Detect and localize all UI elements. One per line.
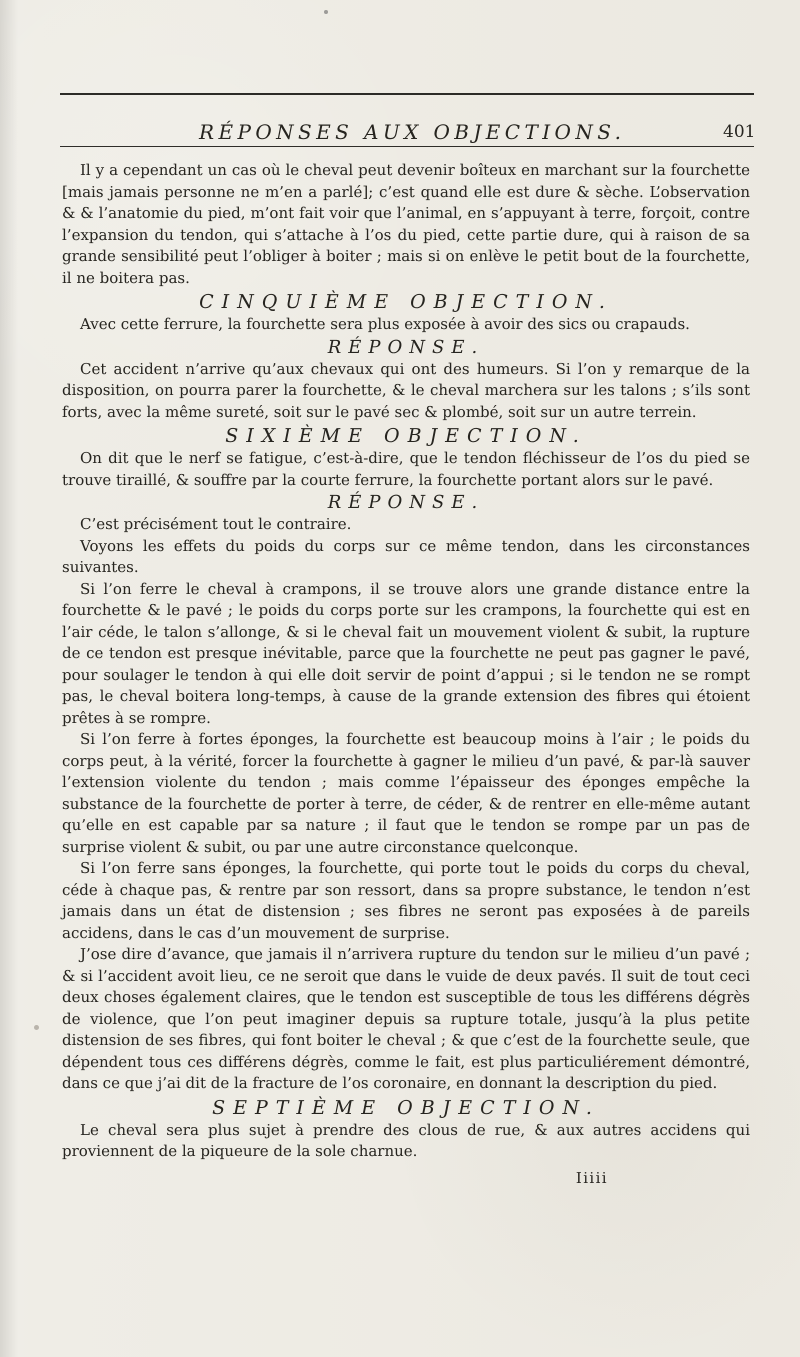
running-title: RÉPONSES AUX OBJECTIONS. [199, 120, 626, 144]
paragraph: On dit que le nerf se fatigue, c’est-à-dire, que le tendon fléchisseur de l’os du pied se trouve tiraillé, & souffre par la courte ferrure, la fourchette portant alors sur le pavé. [62, 449, 750, 489]
paragraph: Avec cette ferrure, la fourchette sera plus exposée à avoir des sics ou crapauds. [80, 315, 690, 333]
paragraph: Si l’on ferre le cheval à crampons, il se trouve alors une grande distance entre la fourchette & le pavé ; le poids du corps porte sur les crampons, la fourchette qui est en l’air céde, le talon s’allonge, & si le cheval fait un mouvement violent & subit, la rupture de ce tendon est presque inévitable, parce que la fourchette ne peut pas gagner le pavé, pour soulager le tendon à qui elle doit servir de point d’appui ; si le tendon ne se rompt pas, le cheval boitera long-temps, à cause de la grande extension des fibres qui étoient prêtes à se rompre. [62, 579, 750, 727]
paper-mark [34, 1025, 39, 1030]
header-top-rule [60, 93, 754, 95]
paragraph: Il y a cependant un cas où le cheval peut devenir boîteux en marchant sur la fourchette [mais jamais personne ne m’en a parlé]; c’est quand elle est dure & sèche. L’observation & & l’anatomie du pied, m’ont fait voir que l’animal, en s’appuyant à terre, forçoit, contre l’expansion du tendon, qui s’attache à l’os du pied, cette partie dure, qui à raison de sa grande sensibilité peut l’obliger à boiter ; mais si on enlève le petit bout de la fourchette, il ne boitera pas. [62, 161, 750, 287]
paragraph: Le cheval sera plus sujet à prendre des clous de rue, & aux autres accidens qui proviennent de la piqueure de la sole charnue. [62, 1120, 750, 1160]
paragraph: C’est précisément tout le contraire. [80, 515, 352, 533]
paper-speck [324, 10, 328, 14]
paragraph: J’ose dire d’avance, que jamais il n’arrivera rupture du tendon sur le milieu d’un pavé ; & si l’accident avoit lieu, ce ne seroit que dans le vuide de deux pavés. Il suit de tout ceci deux choses également claires, que le tendon est susceptible de tous les différens dégrès de violence, que l’on peut imaginer depuis sa rupture totale, jusqu’à la plus petite distension de ses fibres, qui font boiter le cheval ; & que c’est de la fourchette seule, que dépendent tous ces différens dégrès, comme le fait, est plus particuliérement démontré, dans ce que j’ai dit de la fracture de l’os coronaire, en donnant la description du pied. [62, 945, 750, 1092]
header-bottom-rule [60, 146, 754, 147]
page-number: 401 [723, 122, 756, 142]
section-heading: SIXIÈME OBJECTION. [225, 425, 587, 447]
response-heading: RÉPONSE. [327, 336, 485, 358]
signature-mark: Iiiii [575, 1168, 608, 1187]
paragraph: Cet accident n’arrive qu’aux chevaux qui ont des humeurs. Si l’on y remarque de la disposition, on pourra parer la fourchette, & le cheval marchera sur les talons ; s’ils sont forts, avec la même sureté, soit sur le pavé sec & plombé, soit sur un autre terrein. [62, 359, 750, 421]
section-heading: CINQUIÈME OBJECTION. [199, 291, 613, 313]
paragraph: Si l’on ferre à fortes éponges, la fourchette est beaucoup moins à l’air ; le poids du corps peut, à la vérité, forcer la fourchette à gagner le milieu d’un pavé, & par-là sauver l’extension violente du tendon ; mais comme l’épaisseur des éponges empêche la substance de la fourchette de porter à terre, de céder, & de rentrer en elle-même autant qu’elle en est capable par sa nature ; il faut que le tendon se rompe par un pas de surprise violent & subit, ou par une autre circonstance quelconque. [62, 730, 750, 856]
page-text [62, 160, 750, 1188]
paragraph: Voyons les effets du poids du corps sur ce même tendon, dans les circonstances suivantes. [62, 536, 750, 576]
paragraph: Si l’on ferre sans éponges, la fourchette, qui porte tout le poids du corps du cheval, céde à chaque pas, & rentre par son ressort, dans sa propre substance, le tendon n’est jamais dans un état de distension ; ses fibres ne seront pas exposées à de pareils accidens, dans le cas d’un mouvement de surprise. [62, 859, 750, 942]
response-heading: RÉPONSE. [327, 492, 485, 513]
section-heading: SEPTIÈME OBJECTION. [212, 1096, 600, 1119]
